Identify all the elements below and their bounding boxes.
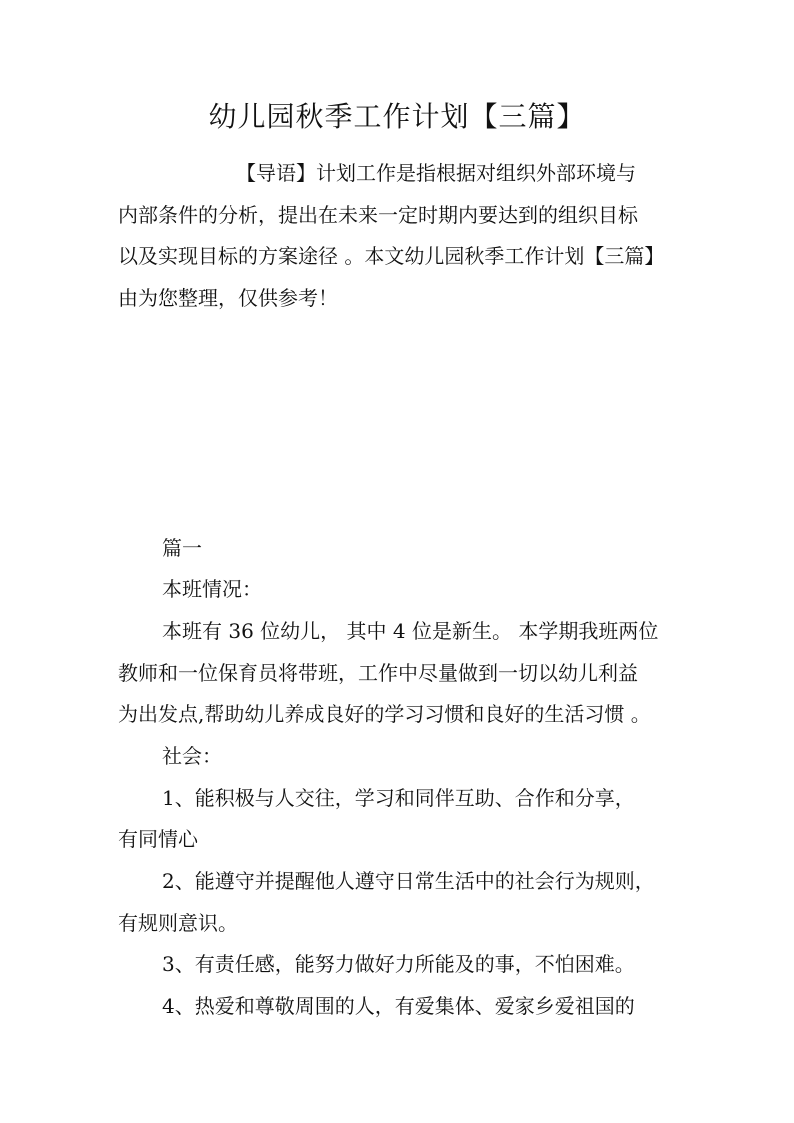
- social-item-1: 1、能积极与人交往，学习和同伴互助、合作和分享，: [162, 786, 635, 810]
- social-item-2: 2、能遵守并提醒他人遵守日常生活中的社会行为规则，: [162, 869, 655, 893]
- class-info-line-1: 本班有 36 位幼儿， 其中 4 位是新生。 本学期我班两位: [162, 619, 659, 643]
- social-item-2-cont: 有规则意识。: [118, 911, 238, 935]
- intro-line-3: 以及实现目标的方案途径 。本文幼儿园秋季工作计划【三篇】: [118, 244, 665, 268]
- class-info-heading: 本班情况：: [162, 577, 262, 601]
- social-heading: 社会：: [162, 744, 222, 768]
- intro-line-1: 【导语】计划工作是指根据对组织外部环境与: [236, 161, 636, 185]
- social-item-1-cont: 有同情心: [118, 827, 198, 851]
- class-info-line-3: 为出发点,帮助幼儿养成良好的学习习惯和良好的生活习惯 。: [118, 702, 651, 726]
- class-info-line-2: 教师和一位保育员将带班，工作中尽量做到一切以幼儿利益: [118, 661, 638, 685]
- section-heading: 篇一: [162, 536, 202, 560]
- social-item-3: 3、有责任感，能努力做好力所能及的事，不怕困难。: [162, 952, 635, 976]
- intro-line-2: 内部条件的分析，提出在未来一定时期内要达到的组织目标: [118, 203, 638, 227]
- document-title: 幼儿园秋季工作计划【三篇】: [208, 100, 586, 133]
- intro-line-4: 由为您整理，仅供参考！: [118, 286, 338, 310]
- social-item-4: 4、热爱和尊敬周围的人，有爱集体、爱家乡爱祖国的: [162, 994, 635, 1018]
